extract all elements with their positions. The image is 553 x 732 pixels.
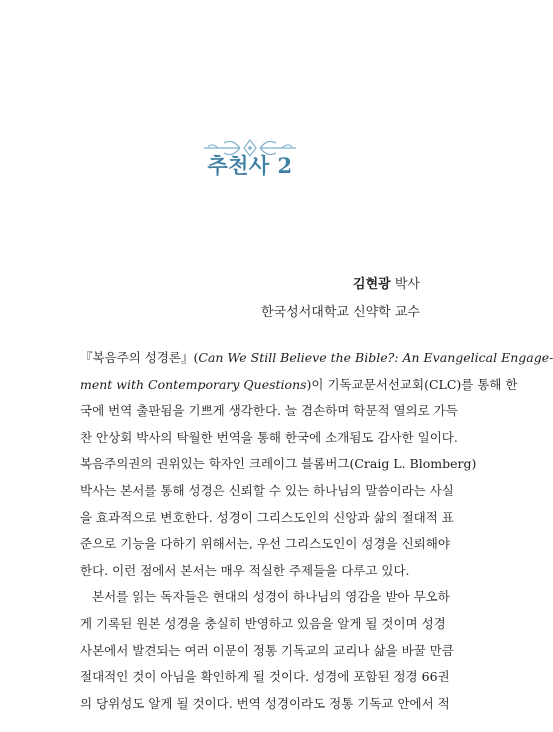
body-line: ment with Contemporary Questions)이 기독교문서선교회(CLC)를 통해 한 (80, 376, 518, 392)
body-line: 찬 안상회 박사의 탁월한 번역을 통해 한국에 소개됨도 감사한 일이다. (80, 429, 458, 445)
author-block (261, 271, 420, 327)
author-name: 김현광 (353, 277, 391, 292)
body-line: 준으로 기능을 다하기 위해서는, 우선 그리스도인이 성경을 신뢰해야 (80, 536, 450, 552)
author-line (261, 271, 420, 299)
body-line: 한다. 이런 점에서 본서는 매우 적실한 주제들을 다루고 있다. (80, 562, 410, 578)
body-line: 을 효과적으로 변호한다. 성경이 그리스도인의 신앙과 삶의 절대적 표 (80, 509, 454, 525)
body-line: 사본에서 발견되는 여러 이문이 정통 기독교의 교리나 삶을 바꿀 만큼 (80, 642, 454, 658)
author-affiliation: 한국성서대학교 신약학 교수 (261, 305, 420, 320)
body-line: 복음주의권의 권위있는 학자인 크레이그 블롬버그(Craig L. Blomberg) (80, 456, 477, 472)
page-title: 추천사 2 (207, 153, 293, 178)
body-line: 국에 번역 출판됨을 기쁘게 생각한다. 늘 겸손하며 학문적 열의로 가득 (80, 403, 458, 419)
body-line: 절대적인 것이 아님을 확인하게 될 것이다. 성경에 포함된 정경 66권 (80, 669, 450, 685)
body-text (80, 345, 553, 717)
body-line: 『복음주의 성경론』(Can We Still Believe the Bible?: An Evangelical Engage- (80, 350, 553, 365)
body-line: 본서를 읽는 독자들은 현대의 성경이 하나님의 영감을 받아 무오하 (92, 589, 450, 605)
body-line: 게 기록된 원본 성경을 충실히 반영하고 있음을 알게 될 것이며 성경 (80, 615, 446, 631)
body-line: 의 당위성도 알게 될 것이다. 번역 성경이라도 정통 기독교 안에서 적 (80, 695, 450, 711)
author-title: 박사 (394, 277, 420, 292)
body-line: 박사는 본서를 통해 성경은 신뢰할 수 있는 하나님의 말씀이라는 사실 (80, 482, 454, 498)
